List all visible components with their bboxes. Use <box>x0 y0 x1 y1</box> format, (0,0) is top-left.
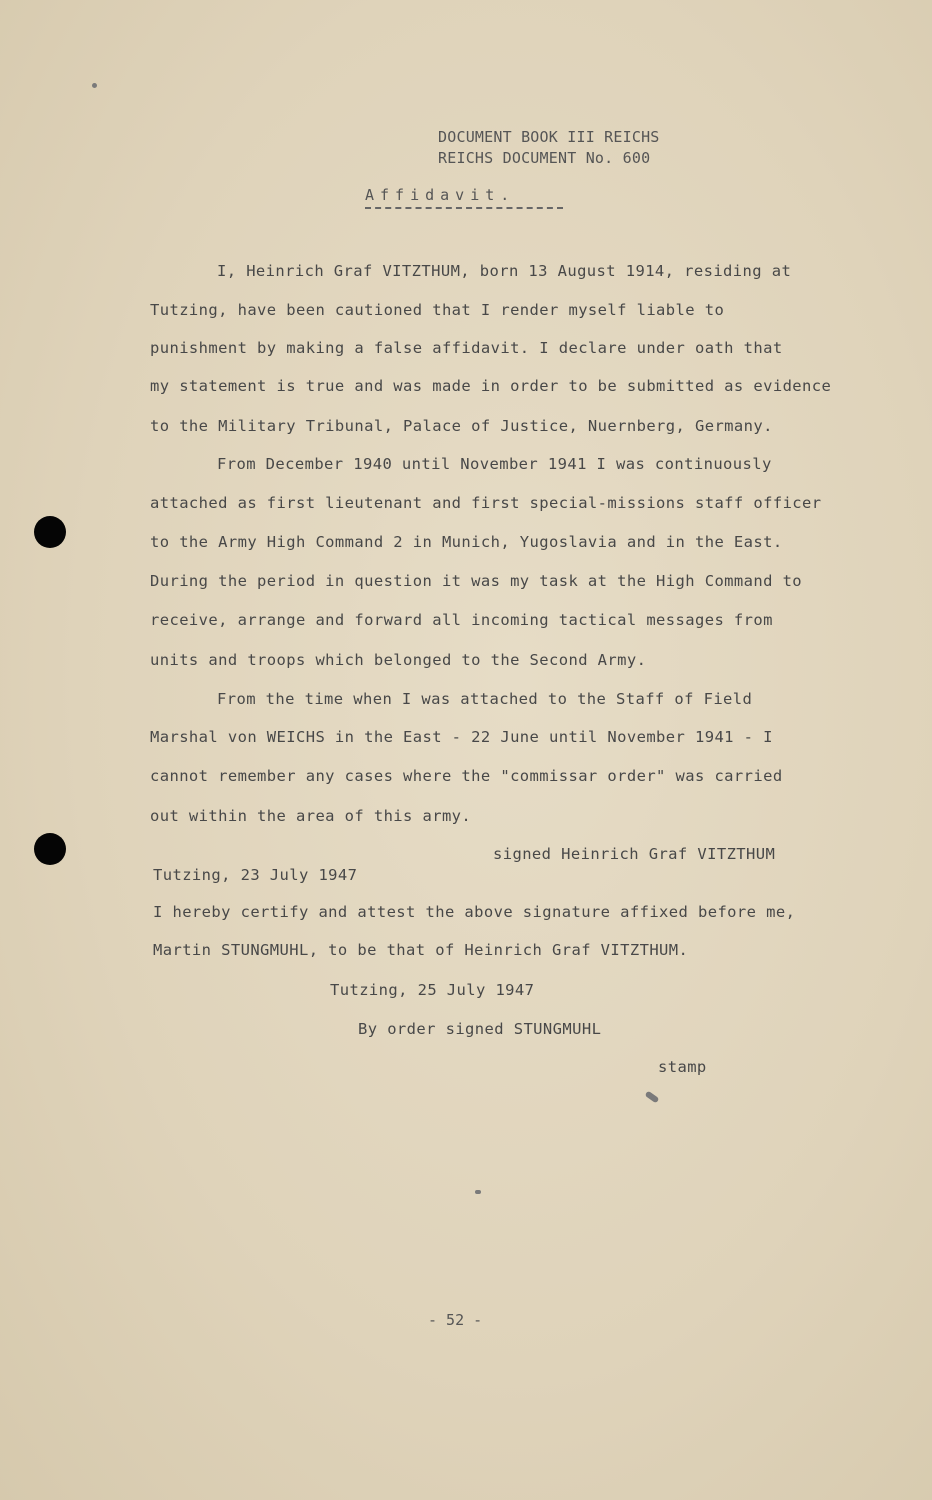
affidavit-text-line: Tutzing, have been cautioned that I render myself liable to <box>150 301 725 319</box>
affidavit-text-line: punishment by making a false affidavit. I declare under oath that <box>150 339 783 357</box>
affidavit-text-line: my statement is true and was made in order to be submitted as evidence <box>150 377 832 395</box>
stamp-note: stamp <box>658 1058 707 1076</box>
certifier-signature: By order signed STUNGMUHL <box>358 1020 602 1038</box>
affidavit-text-line: out within the area of this army. <box>150 807 472 825</box>
affidavit-text-line: From the time when I was attached to the Staff of Field <box>217 690 753 708</box>
document-title: Affidavit. <box>365 186 516 204</box>
punch-hole-top <box>34 516 66 548</box>
affidavit-text-line: to the Military Tribunal, Palace of Justice, Nuernberg, Germany. <box>150 417 773 435</box>
document-book-header: DOCUMENT BOOK III REICHS <box>438 128 660 146</box>
paper-speck <box>475 1190 481 1194</box>
affidavit-text-line: receive, arrange and forward all incoming tactical messages from <box>150 611 773 629</box>
document-number-header: REICHS DOCUMENT No. 600 <box>438 149 651 167</box>
page-number: - 52 - <box>428 1311 483 1329</box>
punch-hole-bottom <box>34 833 66 865</box>
affidavit-text-line: Marshal von WEICHS in the East - 22 June until November 1941 - I <box>150 728 773 746</box>
signature-line: signed Heinrich Graf VITZTHUM <box>493 845 776 863</box>
affidavit-text-line: From December 1940 until November 1941 I was continuously <box>217 455 772 473</box>
affidavit-text-line: units and troops which belonged to the Second Army. <box>150 651 647 669</box>
affidavit-text-line: I, Heinrich Graf VITZTHUM, born 13 August 1914, residing at <box>217 262 792 280</box>
certification-text-line: I hereby certify and attest the above signature affixed before me, <box>153 903 796 921</box>
paper-speck <box>92 83 97 88</box>
signature-place-date: Tutzing, 23 July 1947 <box>153 866 358 884</box>
affidavit-text-line: cannot remember any cases where the "commissar order" was carried <box>150 767 783 785</box>
affidavit-text-line: to the Army High Command 2 in Munich, Yugoslavia and in the East. <box>150 533 783 551</box>
certification-place-date: Tutzing, 25 July 1947 <box>330 981 535 999</box>
affidavit-text-line: During the period in question it was my task at the High Command to <box>150 572 803 590</box>
certification-text-line: Martin STUNGMUHL, to be that of Heinrich Graf VITZTHUM. <box>153 941 689 959</box>
paper-speck <box>645 1091 660 1104</box>
title-underline <box>365 207 563 209</box>
affidavit-text-line: attached as first lieutenant and first special-missions staff officer <box>150 494 822 512</box>
